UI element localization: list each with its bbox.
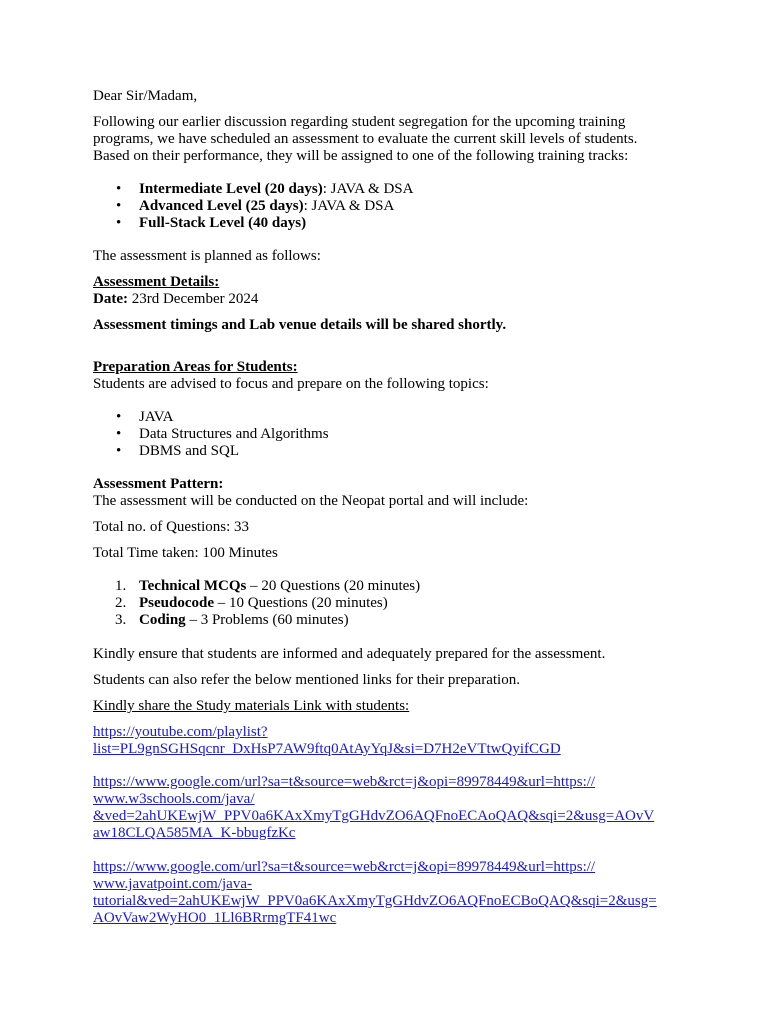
share-text: Kindly share the Study materials Link with students: <box>93 698 410 714</box>
pattern-heading: Assessment Pattern: <box>93 476 224 492</box>
track-detail: : JAVA & DSA <box>303 198 395 214</box>
intro-paragraph <box>93 114 693 165</box>
track-item <box>93 215 693 232</box>
bullet: • <box>116 198 122 214</box>
javatpoint-link[interactable] <box>93 859 693 927</box>
email-body <box>93 87 693 927</box>
bullet: • <box>116 215 122 231</box>
topic-item <box>93 426 693 443</box>
date-label: Date: <box>93 291 128 307</box>
bullet: • <box>116 443 122 459</box>
date-line <box>93 291 693 308</box>
topics-list <box>93 409 693 460</box>
greeting: Dear Sir/Madam, <box>93 88 198 104</box>
section-item <box>93 595 693 612</box>
link-line[interactable]: www.w3schools.com/java/ <box>93 791 255 807</box>
details-note: Assessment timings and Lab venue details will be shared shortly. <box>93 317 507 333</box>
section-number: 1. <box>115 578 127 594</box>
track-name: Full-Stack Level (40 days) <box>139 215 307 231</box>
link-line[interactable]: AOvVaw2WyHO0_1Ll6BRrmgTF41wc <box>93 910 337 926</box>
link-line[interactable]: tutorial&ved=2ahUKEwjW_PPV0a6KAxXmyTgGHdvZO6AQFnoECBoQAQ&sqi=2&usg= <box>93 893 657 909</box>
track-name: Intermediate Level (20 days) <box>139 181 323 197</box>
section-item <box>93 578 693 595</box>
bullet: • <box>116 181 122 197</box>
total-questions: Total no. of Questions: 33 <box>93 519 250 535</box>
section-name: Pseudocode <box>139 595 214 611</box>
w3schools-link[interactable] <box>93 774 693 842</box>
topic-label: Data Structures and Algorithms <box>139 426 329 442</box>
track-item <box>93 198 693 215</box>
date-value: 23rd December 2024 <box>127 291 259 307</box>
track-detail: : JAVA & DSA <box>322 181 414 197</box>
intro-line: programs, we have scheduled an assessment to evaluate the current skill levels of students. <box>93 131 638 147</box>
section-number: 3. <box>115 612 127 628</box>
bullet: • <box>116 426 122 442</box>
link-line[interactable]: https://www.google.com/url?sa=t&source=web&rct=j&opi=89978449&url=https:// <box>93 859 596 875</box>
refer-text: Students can also refer the below mentioned links for their preparation. <box>93 672 520 688</box>
track-name: Advanced Level (25 days) <box>139 198 304 214</box>
track-item <box>93 181 693 198</box>
intro-line: Based on their performance, they will be assigned to one of the following training tracks: <box>93 148 629 164</box>
prep-text: Students are advised to focus and prepare on the following topics: <box>93 376 489 392</box>
tracks-list <box>93 181 693 232</box>
ensure-text: Kindly ensure that students are informed and adequately prepared for the assessment. <box>93 646 606 662</box>
section-detail: – 20 Questions (20 minutes) <box>246 578 421 594</box>
link-line[interactable]: https://youtube.com/playlist? <box>93 724 268 740</box>
section-number: 2. <box>115 595 127 611</box>
section-detail: – 3 Problems (60 minutes) <box>185 612 349 628</box>
prep-heading: Preparation Areas for Students: <box>93 359 298 375</box>
link-line[interactable]: &ved=2ahUKEwjW_PPV0a6KAxXmyTgGHdvZO6AQFnoECAoQAQ&sqi=2&usg=AOvV <box>93 808 655 824</box>
intro-line: Following our earlier discussion regarding student segregation for the upcoming training <box>93 114 626 130</box>
youtube-playlist-link[interactable] <box>93 724 693 758</box>
section-name: Technical MCQs <box>139 578 247 594</box>
total-time: Total Time taken: 100 Minutes <box>93 545 278 561</box>
section-name: Coding <box>139 612 186 628</box>
details-heading: Assessment Details: <box>93 274 220 290</box>
link-line[interactable]: https://www.google.com/url?sa=t&source=web&rct=j&opi=89978449&url=https:// <box>93 774 596 790</box>
topic-label: DBMS and SQL <box>139 443 240 459</box>
link-line[interactable]: list=PL9gnSGHSqcnr_DxHsP7AW9ftq0AtAyYqJ&si=D7H2eVTtwQyifCGD <box>93 741 561 757</box>
section-detail: – 10 Questions (20 minutes) <box>214 595 388 611</box>
topic-item <box>93 443 693 460</box>
sections-list <box>93 578 693 629</box>
link-line[interactable]: www.javatpoint.com/java- <box>93 876 252 892</box>
section-item <box>93 612 693 629</box>
plan-text: The assessment is planned as follows: <box>93 248 321 264</box>
topic-label: JAVA <box>139 409 174 425</box>
bullet: • <box>116 409 122 425</box>
topic-item <box>93 409 693 426</box>
link-line[interactable]: aw18CLQA585MA_K-bbugfzKc <box>93 825 296 841</box>
pattern-text: The assessment will be conducted on the Neopat portal and will include: <box>93 493 529 509</box>
